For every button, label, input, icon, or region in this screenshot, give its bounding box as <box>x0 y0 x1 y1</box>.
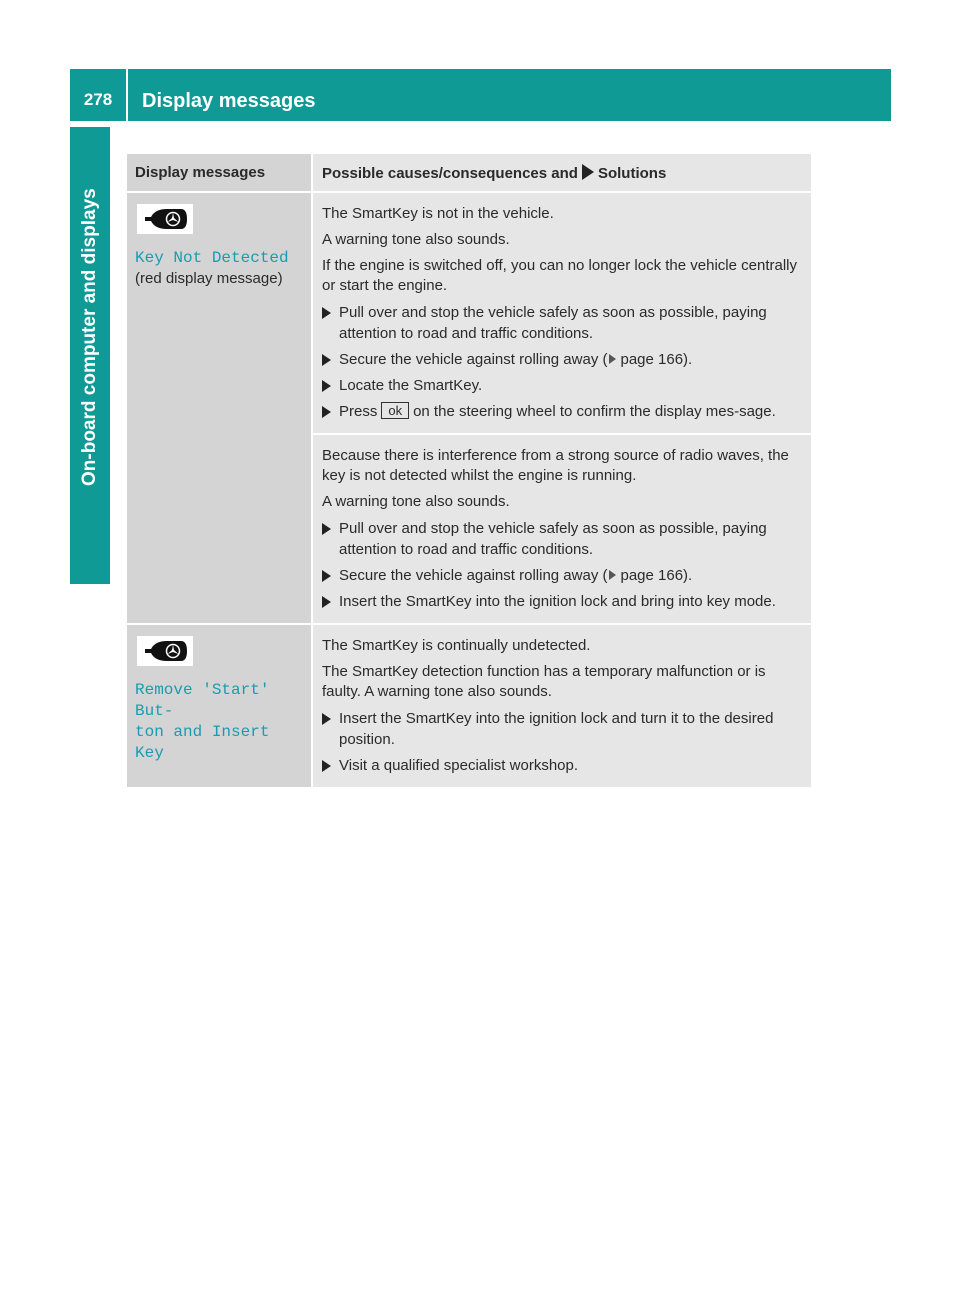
cause-text: The SmartKey is not in the vehicle. <box>322 205 554 222</box>
solution-step: Insert the SmartKey into the ignition lock and turn it to the desired position. <box>322 708 803 750</box>
cause-block <box>313 435 811 623</box>
solutions-column <box>313 625 811 787</box>
solution-step: Locate the SmartKey. <box>322 375 803 396</box>
message-group-remove-start-button <box>127 625 811 787</box>
message-cell <box>127 193 313 623</box>
cause-text: A warning tone also sounds. <box>322 231 510 248</box>
chapter-label: On-board computer and displays <box>79 188 100 486</box>
cause-text: A warning tone also sounds. <box>322 493 510 510</box>
page-reference-link[interactable]: page 166). <box>620 567 693 584</box>
cause-text: The SmartKey is continually undetected. <box>322 637 591 654</box>
cause-block <box>313 625 811 787</box>
solution-step: Press ok on the steering wheel to confirm the display mes-sage. <box>322 401 803 422</box>
step-arrow-icon <box>322 570 331 582</box>
step-arrow-icon <box>322 380 331 392</box>
page-reference-icon <box>609 354 616 364</box>
smartkey-icon <box>135 203 195 235</box>
cause-text: Because there is interference from a strong source of radio waves, the key is not detected whilst the engine is running. <box>322 447 789 484</box>
smartkey-icon <box>135 635 195 667</box>
step-arrow-icon <box>322 596 331 608</box>
cause-text: The SmartKey detection function has a temporary malfunction or is faulty. A warning tone also sounds. <box>322 663 766 700</box>
message-cell <box>127 625 313 787</box>
column-header-causes-label: Possible causes/consequences and <box>322 165 578 182</box>
page-title: Display messages <box>142 90 316 112</box>
solution-step: Pull over and stop the vehicle safely as soon as possible, paying attention to road and traffic conditions. <box>322 302 803 344</box>
page-reference-icon <box>609 570 616 580</box>
solution-step: Pull over and stop the vehicle safely as soon as possible, paying attention to road and traffic conditions. <box>322 518 803 560</box>
solution-step: Secure the vehicle against rolling away ( page 166). <box>322 349 803 370</box>
page-header <box>70 69 891 121</box>
solution-step: Secure the vehicle against rolling away ( page 166). <box>322 565 803 586</box>
page-reference-link[interactable]: page 166). <box>620 351 693 368</box>
solution-step: Insert the SmartKey into the ignition lock and bring into key mode. <box>322 591 803 612</box>
step-arrow-icon <box>322 713 331 725</box>
header-divider <box>126 69 128 121</box>
step-arrow-icon <box>322 760 331 772</box>
ok-button-icon: ok <box>381 402 409 419</box>
step-arrow-icon <box>322 523 331 535</box>
chapter-side-tab <box>70 127 110 584</box>
solution-step: Visit a qualified specialist workshop. <box>322 755 803 776</box>
step-arrow-icon <box>322 354 331 366</box>
step-arrow-icon <box>322 406 331 418</box>
page-number: 278 <box>83 90 113 109</box>
column-header-solutions-label: Solutions <box>597 165 667 182</box>
table-header-row <box>127 154 811 193</box>
message-note: (red display message) <box>135 270 283 287</box>
column-header-solutions <box>313 154 811 191</box>
column-header-messages: Display messages <box>127 154 313 191</box>
solutions-column <box>313 193 811 623</box>
display-messages-table <box>127 154 811 787</box>
message-group-key-not-detected <box>127 193 811 625</box>
cause-text: If the engine is switched off, you can no longer lock the vehicle centrally or start the engine. <box>322 257 797 294</box>
step-arrow-icon <box>322 307 331 319</box>
display-message-text: Key Not Detected <box>135 249 289 267</box>
cause-block <box>313 193 811 435</box>
arrow-icon <box>582 164 594 180</box>
display-message-text: Remove 'Start' But‐ ton and Insert Key <box>135 681 270 762</box>
